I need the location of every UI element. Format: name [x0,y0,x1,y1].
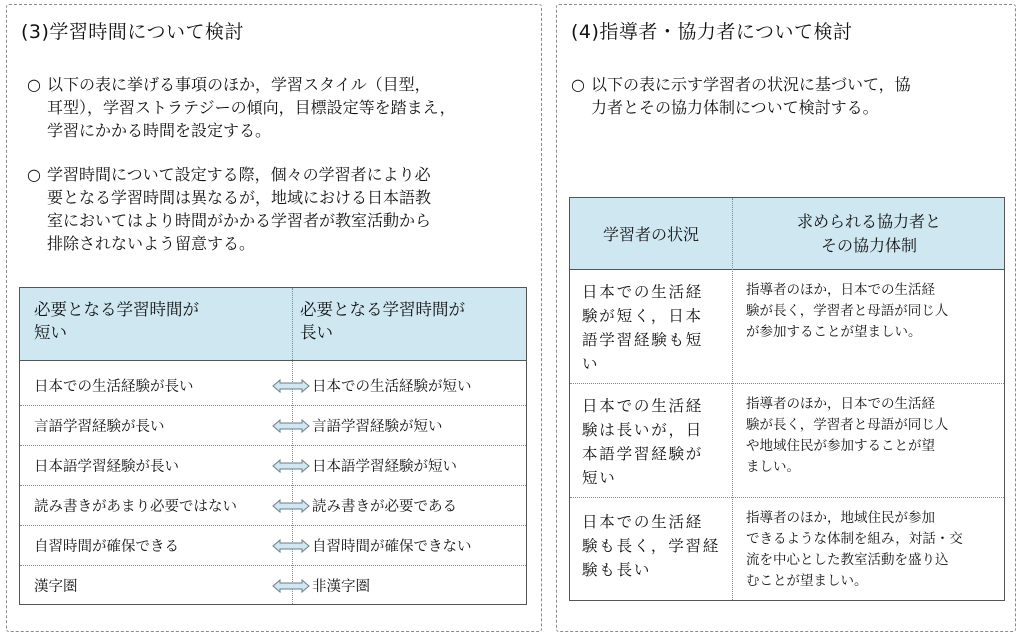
left-paragraph-1-line-3: 学習にかかる時間を設定する。 [47,121,272,140]
learner-situation [582,510,728,582]
bullet-circle: ○ [27,165,41,184]
support-line: むことが望ましい。 [746,573,868,589]
header-long-time [300,298,520,344]
left-paragraph-1-line-1: 以下の表に挙げる事項のほか，学習スタイル（目型， [47,75,431,94]
situation-line: 日本での生活経 [582,513,704,531]
table-row [20,366,526,406]
situation-line: 験も長い [582,561,652,579]
required-support [746,280,1000,343]
support-table-header [570,198,1004,270]
double-headed-arrow-icon [272,579,310,593]
short-factor: 漢字圏 [34,579,78,595]
support-line: 指導者のほか，日本での生活経 [746,282,935,298]
header-long-line-2: 長い [300,323,333,342]
table-row [20,526,526,566]
learner-situation [582,394,728,490]
right-paragraph-line-1: 以下の表に示す学習者の状況に基づいて，協 [591,75,911,94]
left-panel [6,4,542,632]
header-short-line-1: 必要となる学習時間が [34,300,199,319]
bullet-circle: ○ [571,75,585,94]
left-paragraph-1-line-2: 耳型），学習ストラテジーの傾向，目標設定等を踏まえ， [47,98,456,117]
header-short-time [34,298,274,344]
support-line: や地域住民が参加することが望 [746,438,935,454]
table-row [570,384,1004,498]
short-factor: 自習時間が確保できる [34,539,179,555]
left-paragraph-2-line-3: 室においてはより時間がかかる学習者が教室活動から [47,211,432,230]
header-support-line-2: その協力体制 [820,236,917,255]
bullet-circle: ○ [27,75,41,94]
header-support-line-1: 求められる協力者と [796,212,941,231]
long-factor: 非漢字圏 [312,579,370,595]
table-row [570,498,1004,602]
situation-line: 本語学習経験が [582,445,704,463]
right-panel [556,4,1016,632]
required-support [746,394,1000,478]
left-paragraph-2-line-1: 学習時間について設定する際，個々の学習者により必 [47,165,431,184]
header-learner-situation: 学習者の状況 [602,225,699,244]
support-line: 指導者のほか，地域住民が参加 [746,510,935,526]
short-factor: 読み書きがあまり必要ではない [34,499,237,515]
left-paragraph-2-line-4: 排除されないよう留意する。 [47,234,256,253]
support-line: が参加することが望ましい。 [746,324,922,340]
table-row [20,406,526,446]
long-factor: 自習時間が確保できない [312,539,472,555]
left-paragraph-2-line-2: 要となる学習時間は異なるが，地域における日本語教 [47,188,432,207]
support-line: 流を中心とした教室活動を盛り込 [746,552,949,568]
section-3-title: (3)学習時間について検討 [21,21,245,43]
double-headed-arrow-icon [272,539,310,553]
double-headed-arrow-icon [272,459,310,473]
study-time-comparison-table [19,287,527,605]
table-row [20,446,526,486]
learner-situation [582,280,728,376]
support-line: できるような体制を組み，対話・交 [746,531,963,547]
situation-line: 日本での生活経 [582,397,704,415]
section-4-title: (4)指導者・協力者について検討 [571,21,853,43]
support-line: ましい。 [746,459,800,475]
comparison-table-header [20,288,526,361]
short-factor: 言語学習経験が長い [34,419,165,435]
support-line: 指導者のほか，日本での生活経 [746,396,935,412]
situation-line: 語学習経験も短 [582,331,704,349]
double-headed-arrow-icon [272,499,310,513]
long-factor: 日本での生活経験が短い [312,379,472,395]
double-headed-arrow-icon [272,379,310,393]
learner-support-table [569,197,1005,601]
short-factor: 日本語学習経験が長い [34,459,179,475]
table-row [20,566,526,606]
right-paragraph [571,73,1001,119]
situation-line: 験も長く，学習経 [582,537,721,555]
header-required-support [732,210,1006,258]
right-paragraph-line-2: 力者とその協力体制について検討する。 [591,98,879,117]
short-factor: 日本での生活経験が長い [34,379,194,395]
situation-line: 短い [582,469,617,487]
situation-line: い [582,355,600,373]
double-headed-arrow-icon [272,419,310,433]
table-row [570,270,1004,384]
header-short-line-2: 短い [34,323,67,342]
long-factor: 言語学習経験が短い [312,419,443,435]
situation-line: 験は長いが，日 [582,421,704,439]
support-line: 験が長く，学習者と母語が同じ人 [746,417,949,433]
required-support [746,508,1000,592]
header-long-line-1: 必要となる学習時間が [300,300,465,319]
left-paragraph-2 [27,163,527,255]
long-factor: 読み書きが必要である [312,499,457,515]
table-row [20,486,526,526]
support-line: 験が長く，学習者と母語が同じ人 [746,303,949,319]
situation-line: 日本での生活経 [582,283,704,301]
long-factor: 日本語学習経験が短い [312,459,457,475]
left-paragraph-1 [27,73,527,142]
situation-line: 験が短く，日本 [582,307,703,325]
